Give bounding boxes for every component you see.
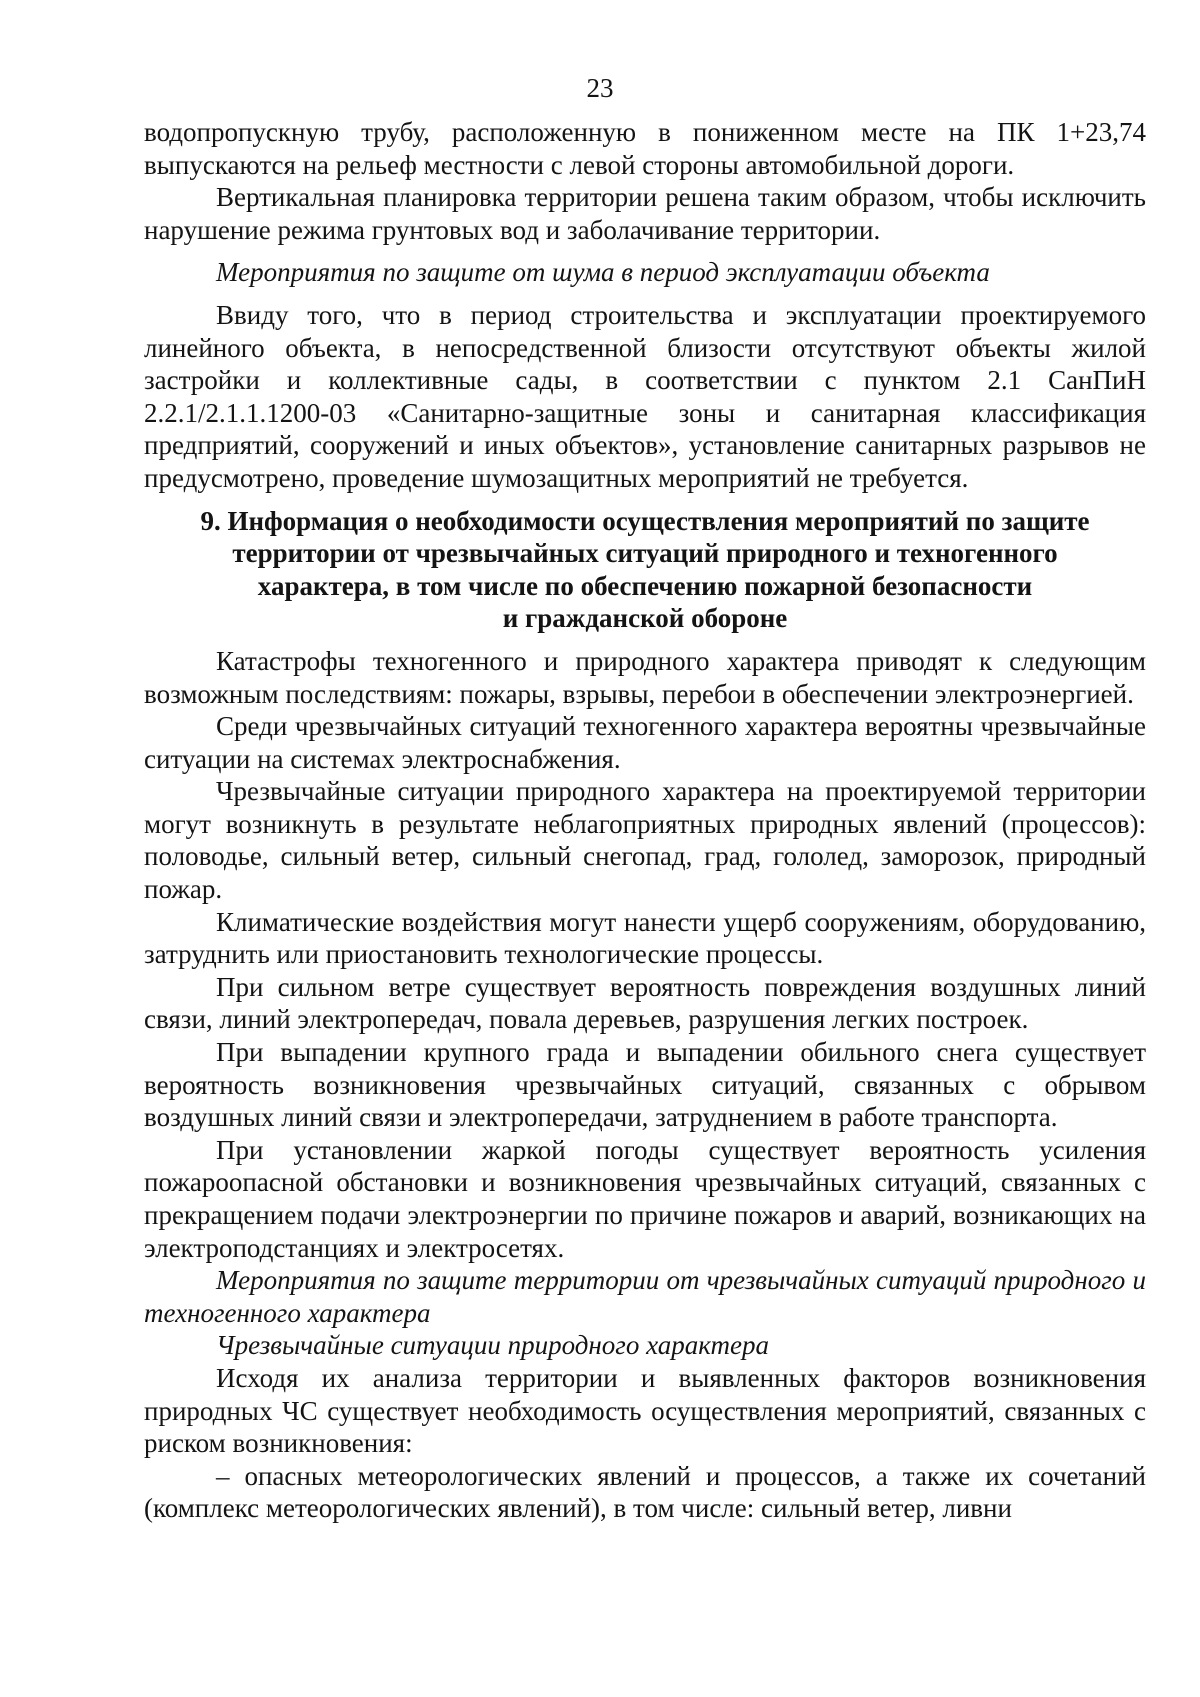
subheading-natural-emergencies: Чрезвычайные ситуации природного характера xyxy=(216,1330,769,1361)
paragraph-hot-weather: При установлении жаркой погоды существует вероятность усиления пожароопасной обстановки и возникновения чрезвычайных ситуаций, связанных с прекращением подачи электроэнергии по причине пожаров и аварий, возникающих на электроподстанциях и электросетях. xyxy=(144,1134,1146,1263)
paragraph-vertical-planning: Вертикальная планировка территории решена таким образом, чтобы исключить нарушение режима грунтовых вод и заболачивание территории. xyxy=(144,182,1146,245)
paragraph-noise-measures: Ввиду того, что в период строительства и эксплуатации проектируемого линейного объекта, в непосредственной близости отсутствуют объекты жилой застройки и коллективные сады, в соответствии с пунктом 2.1 СанПиН 2.2.1/2.1.1.1200-03 «Санитарно-защитные зоны и санитарная классификация предприятий, сооружений и иных объектов», установление санитарных разрывов не предусмотрено, проведение шумозащитных мероприятий не требуется. xyxy=(144,299,1146,493)
subheading-noise-protection: Мероприятия по защите от шума в период эксплуатации объекта xyxy=(216,257,990,288)
paragraph-climatic-impacts: Климатические воздействия могут нанести ущерб сооружениям, оборудованию, затруднить или приостановить технологические процессы. xyxy=(144,906,1146,970)
list-item-meteorological-phenomena: – опасных метеорологических явлений и процессов, а также их сочетаний (комплекс метеорологических явлений), в том числе: сильный ветер, ливни xyxy=(144,1460,1146,1524)
paragraph-culvert: водопропускную трубу, расположенную в пониженном месте на ПК 1+23,74 выпускаются на рельеф местности с левой стороны автомобильной дороги. xyxy=(144,117,1146,180)
page-body xyxy=(144,116,1146,1525)
section-heading-line-1: 9. Информация о необходимости осуществления мероприятий по защите xyxy=(200,505,1090,536)
paragraph-analysis: Исходя их анализа территории и выявленных факторов возникновения природных ЧС существует необходимость осуществления мероприятий, связанных с риском возникновения: xyxy=(144,1362,1146,1459)
paragraph-disaster-consequences: Катастрофы техногенного и природного характера приводят к следующим возможным последствиям: пожары, взрывы, перебои в обеспечении электроэнергией. xyxy=(144,645,1146,709)
section-heading-line-3: характера, в том числе по обеспечению пожарной безопасности xyxy=(257,570,1033,601)
section-heading-line-4: и гражданской обороне xyxy=(502,603,788,634)
paragraph-strong-wind: При сильном ветре существует вероятность повреждения воздушных линий связи, линий электропередач, повала деревьев, разрушения легких построек. xyxy=(144,971,1146,1035)
paragraph-hail-snow: При выпадении крупного града и выпадении обильного снега существует вероятность возникновения чрезвычайных ситуаций, связанных с обрывом воздушных линий связи и электропередачи, затруднением в работе транспорта. xyxy=(144,1037,1146,1133)
subheading-protection-measures: Мероприятия по защите территории от чрезвычайных ситуаций природного и техногенного характера xyxy=(144,1265,1146,1328)
section-heading-9 xyxy=(144,505,1146,635)
paragraph-technogenic-emergencies: Среди чрезвычайных ситуаций техногенного характера вероятны чрезвычайные ситуации на системах электроснабжения. xyxy=(144,711,1146,774)
section-heading-line-2: территории от чрезвычайных ситуаций природного и техногенного xyxy=(232,538,1058,569)
paragraph-natural-emergencies: Чрезвычайные ситуации природного характера на проектируемой территории могут возникнуть в результате неблагоприятных природных явлений (процессов): половодье, сильный ветер, сильный снегопад, град, гололед, заморозок, природный пожар. xyxy=(144,776,1146,905)
page-number: 23 xyxy=(586,73,614,103)
